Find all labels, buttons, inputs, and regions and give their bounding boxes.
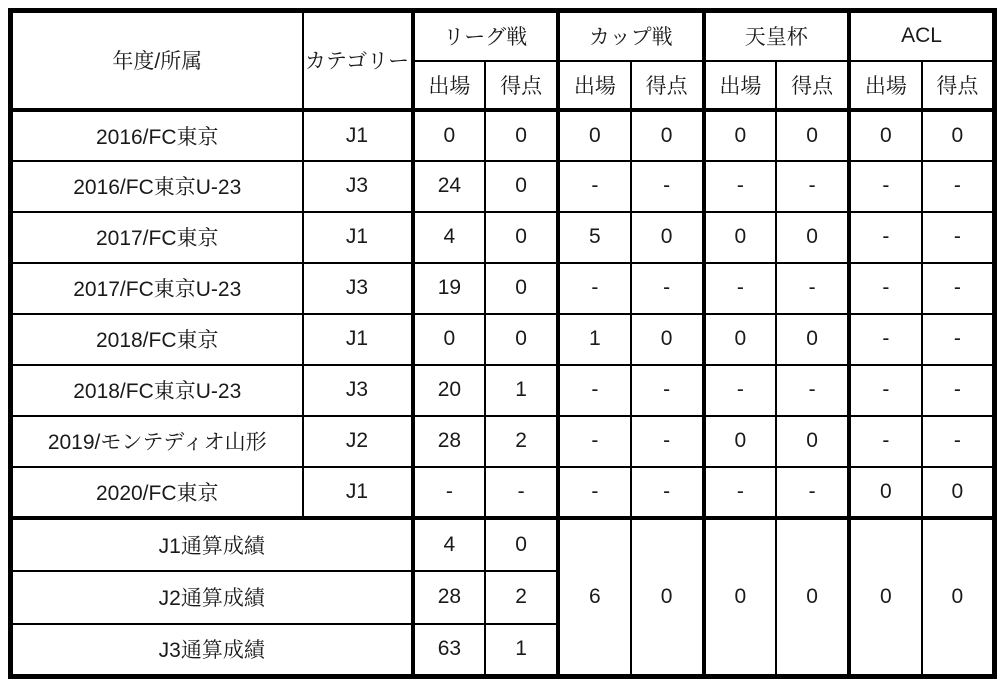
season-cell: 2020/FC東京 bbox=[11, 467, 303, 518]
total-league-apps-cell: 28 bbox=[413, 571, 486, 624]
totals-section bbox=[11, 518, 995, 677]
cup-goals-cell: 0 bbox=[631, 212, 704, 263]
table-row bbox=[11, 365, 995, 416]
emperors-cup-apps-cell: - bbox=[704, 467, 777, 518]
season-cell: 2018/FC東京 bbox=[11, 314, 303, 365]
category-cell: J3 bbox=[303, 161, 413, 212]
category-cell: J1 bbox=[303, 212, 413, 263]
emperors-cup-apps-cell: - bbox=[704, 263, 777, 314]
category-cell: J1 bbox=[303, 467, 413, 518]
acl-goals-cell: - bbox=[922, 263, 995, 314]
category-cell: J2 bbox=[303, 416, 413, 467]
group-header-emperors-cup: 天皇杯 bbox=[704, 11, 850, 61]
emperors-cup-goals-cell: 0 bbox=[776, 110, 849, 161]
subheader-emperors-cup-apps: 出場 bbox=[704, 61, 777, 110]
cup-goals-cell: 0 bbox=[631, 110, 704, 161]
acl-goals-cell: - bbox=[922, 416, 995, 467]
acl-apps-cell: - bbox=[849, 416, 922, 467]
league-goals-cell: 0 bbox=[485, 314, 558, 365]
emperors-cup-goals-cell: 0 bbox=[776, 212, 849, 263]
season-cell: 2017/FC東京 bbox=[11, 212, 303, 263]
cup-apps-cell: - bbox=[558, 467, 631, 518]
table-row bbox=[11, 416, 995, 467]
cup-apps-cell: 5 bbox=[558, 212, 631, 263]
subheader-league-apps: 出場 bbox=[413, 61, 486, 110]
acl-apps-cell: 0 bbox=[849, 467, 922, 518]
cup-goals-cell: - bbox=[631, 467, 704, 518]
acl-apps-cell: - bbox=[849, 263, 922, 314]
total-emperors-cup-goals-cell: 0 bbox=[776, 518, 849, 677]
table-row bbox=[11, 314, 995, 365]
league-apps-cell: - bbox=[413, 467, 486, 518]
season-cell: 2017/FC東京U-23 bbox=[11, 263, 303, 314]
category-cell: J3 bbox=[303, 365, 413, 416]
league-apps-cell: 0 bbox=[413, 110, 486, 161]
acl-goals-cell: 0 bbox=[922, 467, 995, 518]
cup-goals-cell: - bbox=[631, 365, 704, 416]
total-emperors-cup-apps-cell: 0 bbox=[704, 518, 777, 677]
emperors-cup-apps-cell: 0 bbox=[704, 314, 777, 365]
total-label-cell: J3通算成績 bbox=[11, 624, 413, 677]
subheader-cup-apps: 出場 bbox=[558, 61, 631, 110]
emperors-cup-apps-cell: - bbox=[704, 161, 777, 212]
header-season: 年度/所属 bbox=[11, 11, 303, 110]
emperors-cup-goals-cell: - bbox=[776, 467, 849, 518]
league-goals-cell: - bbox=[485, 467, 558, 518]
league-goals-cell: 1 bbox=[485, 365, 558, 416]
emperors-cup-goals-cell: - bbox=[776, 161, 849, 212]
subheader-emperors-cup-goals: 得点 bbox=[776, 61, 849, 110]
season-cell: 2016/FC東京U-23 bbox=[11, 161, 303, 212]
total-cup-goals-cell: 0 bbox=[631, 518, 704, 677]
total-league-goals-cell: 1 bbox=[485, 624, 558, 677]
league-goals-cell: 2 bbox=[485, 416, 558, 467]
season-cell: 2019/モンテディオ山形 bbox=[11, 416, 303, 467]
acl-apps-cell: - bbox=[849, 365, 922, 416]
acl-apps-cell: - bbox=[849, 161, 922, 212]
cup-goals-cell: - bbox=[631, 263, 704, 314]
total-league-goals-cell: 2 bbox=[485, 571, 558, 624]
total-cup-apps-cell: 6 bbox=[558, 518, 631, 677]
total-acl-goals-cell: 0 bbox=[922, 518, 995, 677]
acl-apps-cell: - bbox=[849, 314, 922, 365]
emperors-cup-goals-cell: 0 bbox=[776, 314, 849, 365]
league-goals-cell: 0 bbox=[485, 110, 558, 161]
league-apps-cell: 24 bbox=[413, 161, 486, 212]
subheader-cup-goals: 得点 bbox=[631, 61, 704, 110]
table-row bbox=[11, 212, 995, 263]
cup-goals-cell: 0 bbox=[631, 314, 704, 365]
table-row bbox=[11, 110, 995, 161]
league-apps-cell: 20 bbox=[413, 365, 486, 416]
player-stats-table bbox=[8, 8, 997, 679]
emperors-cup-apps-cell: - bbox=[704, 365, 777, 416]
cup-apps-cell: - bbox=[558, 416, 631, 467]
cup-goals-cell: - bbox=[631, 161, 704, 212]
cup-apps-cell: - bbox=[558, 263, 631, 314]
total-acl-apps-cell: 0 bbox=[849, 518, 922, 677]
league-apps-cell: 19 bbox=[413, 263, 486, 314]
acl-goals-cell: 0 bbox=[922, 110, 995, 161]
table-row bbox=[11, 263, 995, 314]
table-row bbox=[11, 467, 995, 518]
league-goals-cell: 0 bbox=[485, 263, 558, 314]
total-row-j1 bbox=[11, 518, 995, 571]
table-row bbox=[11, 161, 995, 212]
total-league-apps-cell: 4 bbox=[413, 518, 486, 571]
cup-goals-cell: - bbox=[631, 416, 704, 467]
category-cell: J1 bbox=[303, 314, 413, 365]
emperors-cup-apps-cell: 0 bbox=[704, 212, 777, 263]
subheader-league-goals: 得点 bbox=[485, 61, 558, 110]
cup-apps-cell: - bbox=[558, 365, 631, 416]
subheader-acl-goals: 得点 bbox=[922, 61, 995, 110]
group-header-acl: ACL bbox=[849, 11, 995, 61]
season-cell: 2018/FC東京U-23 bbox=[11, 365, 303, 416]
cup-apps-cell: 0 bbox=[558, 110, 631, 161]
emperors-cup-apps-cell: 0 bbox=[704, 110, 777, 161]
acl-apps-cell: 0 bbox=[849, 110, 922, 161]
league-apps-cell: 0 bbox=[413, 314, 486, 365]
emperors-cup-goals-cell: 0 bbox=[776, 416, 849, 467]
total-label-cell: J2通算成績 bbox=[11, 571, 413, 624]
cup-apps-cell: 1 bbox=[558, 314, 631, 365]
group-header-league: リーグ戦 bbox=[413, 11, 559, 61]
emperors-cup-goals-cell: - bbox=[776, 365, 849, 416]
acl-goals-cell: - bbox=[922, 314, 995, 365]
acl-goals-cell: - bbox=[922, 365, 995, 416]
subheader-acl-apps: 出場 bbox=[849, 61, 922, 110]
group-header-cup: カップ戦 bbox=[558, 11, 704, 61]
category-cell: J1 bbox=[303, 110, 413, 161]
season-cell: 2016/FC東京 bbox=[11, 110, 303, 161]
league-apps-cell: 4 bbox=[413, 212, 486, 263]
emperors-cup-apps-cell: 0 bbox=[704, 416, 777, 467]
total-label-cell: J1通算成績 bbox=[11, 518, 413, 571]
league-apps-cell: 28 bbox=[413, 416, 486, 467]
acl-goals-cell: - bbox=[922, 212, 995, 263]
league-goals-cell: 0 bbox=[485, 212, 558, 263]
category-cell: J3 bbox=[303, 263, 413, 314]
emperors-cup-goals-cell: - bbox=[776, 263, 849, 314]
acl-goals-cell: - bbox=[922, 161, 995, 212]
header-category: カテゴリー bbox=[303, 11, 413, 110]
cup-apps-cell: - bbox=[558, 161, 631, 212]
total-league-goals-cell: 0 bbox=[485, 518, 558, 571]
league-goals-cell: 0 bbox=[485, 161, 558, 212]
acl-apps-cell: - bbox=[849, 212, 922, 263]
total-league-apps-cell: 63 bbox=[413, 624, 486, 677]
